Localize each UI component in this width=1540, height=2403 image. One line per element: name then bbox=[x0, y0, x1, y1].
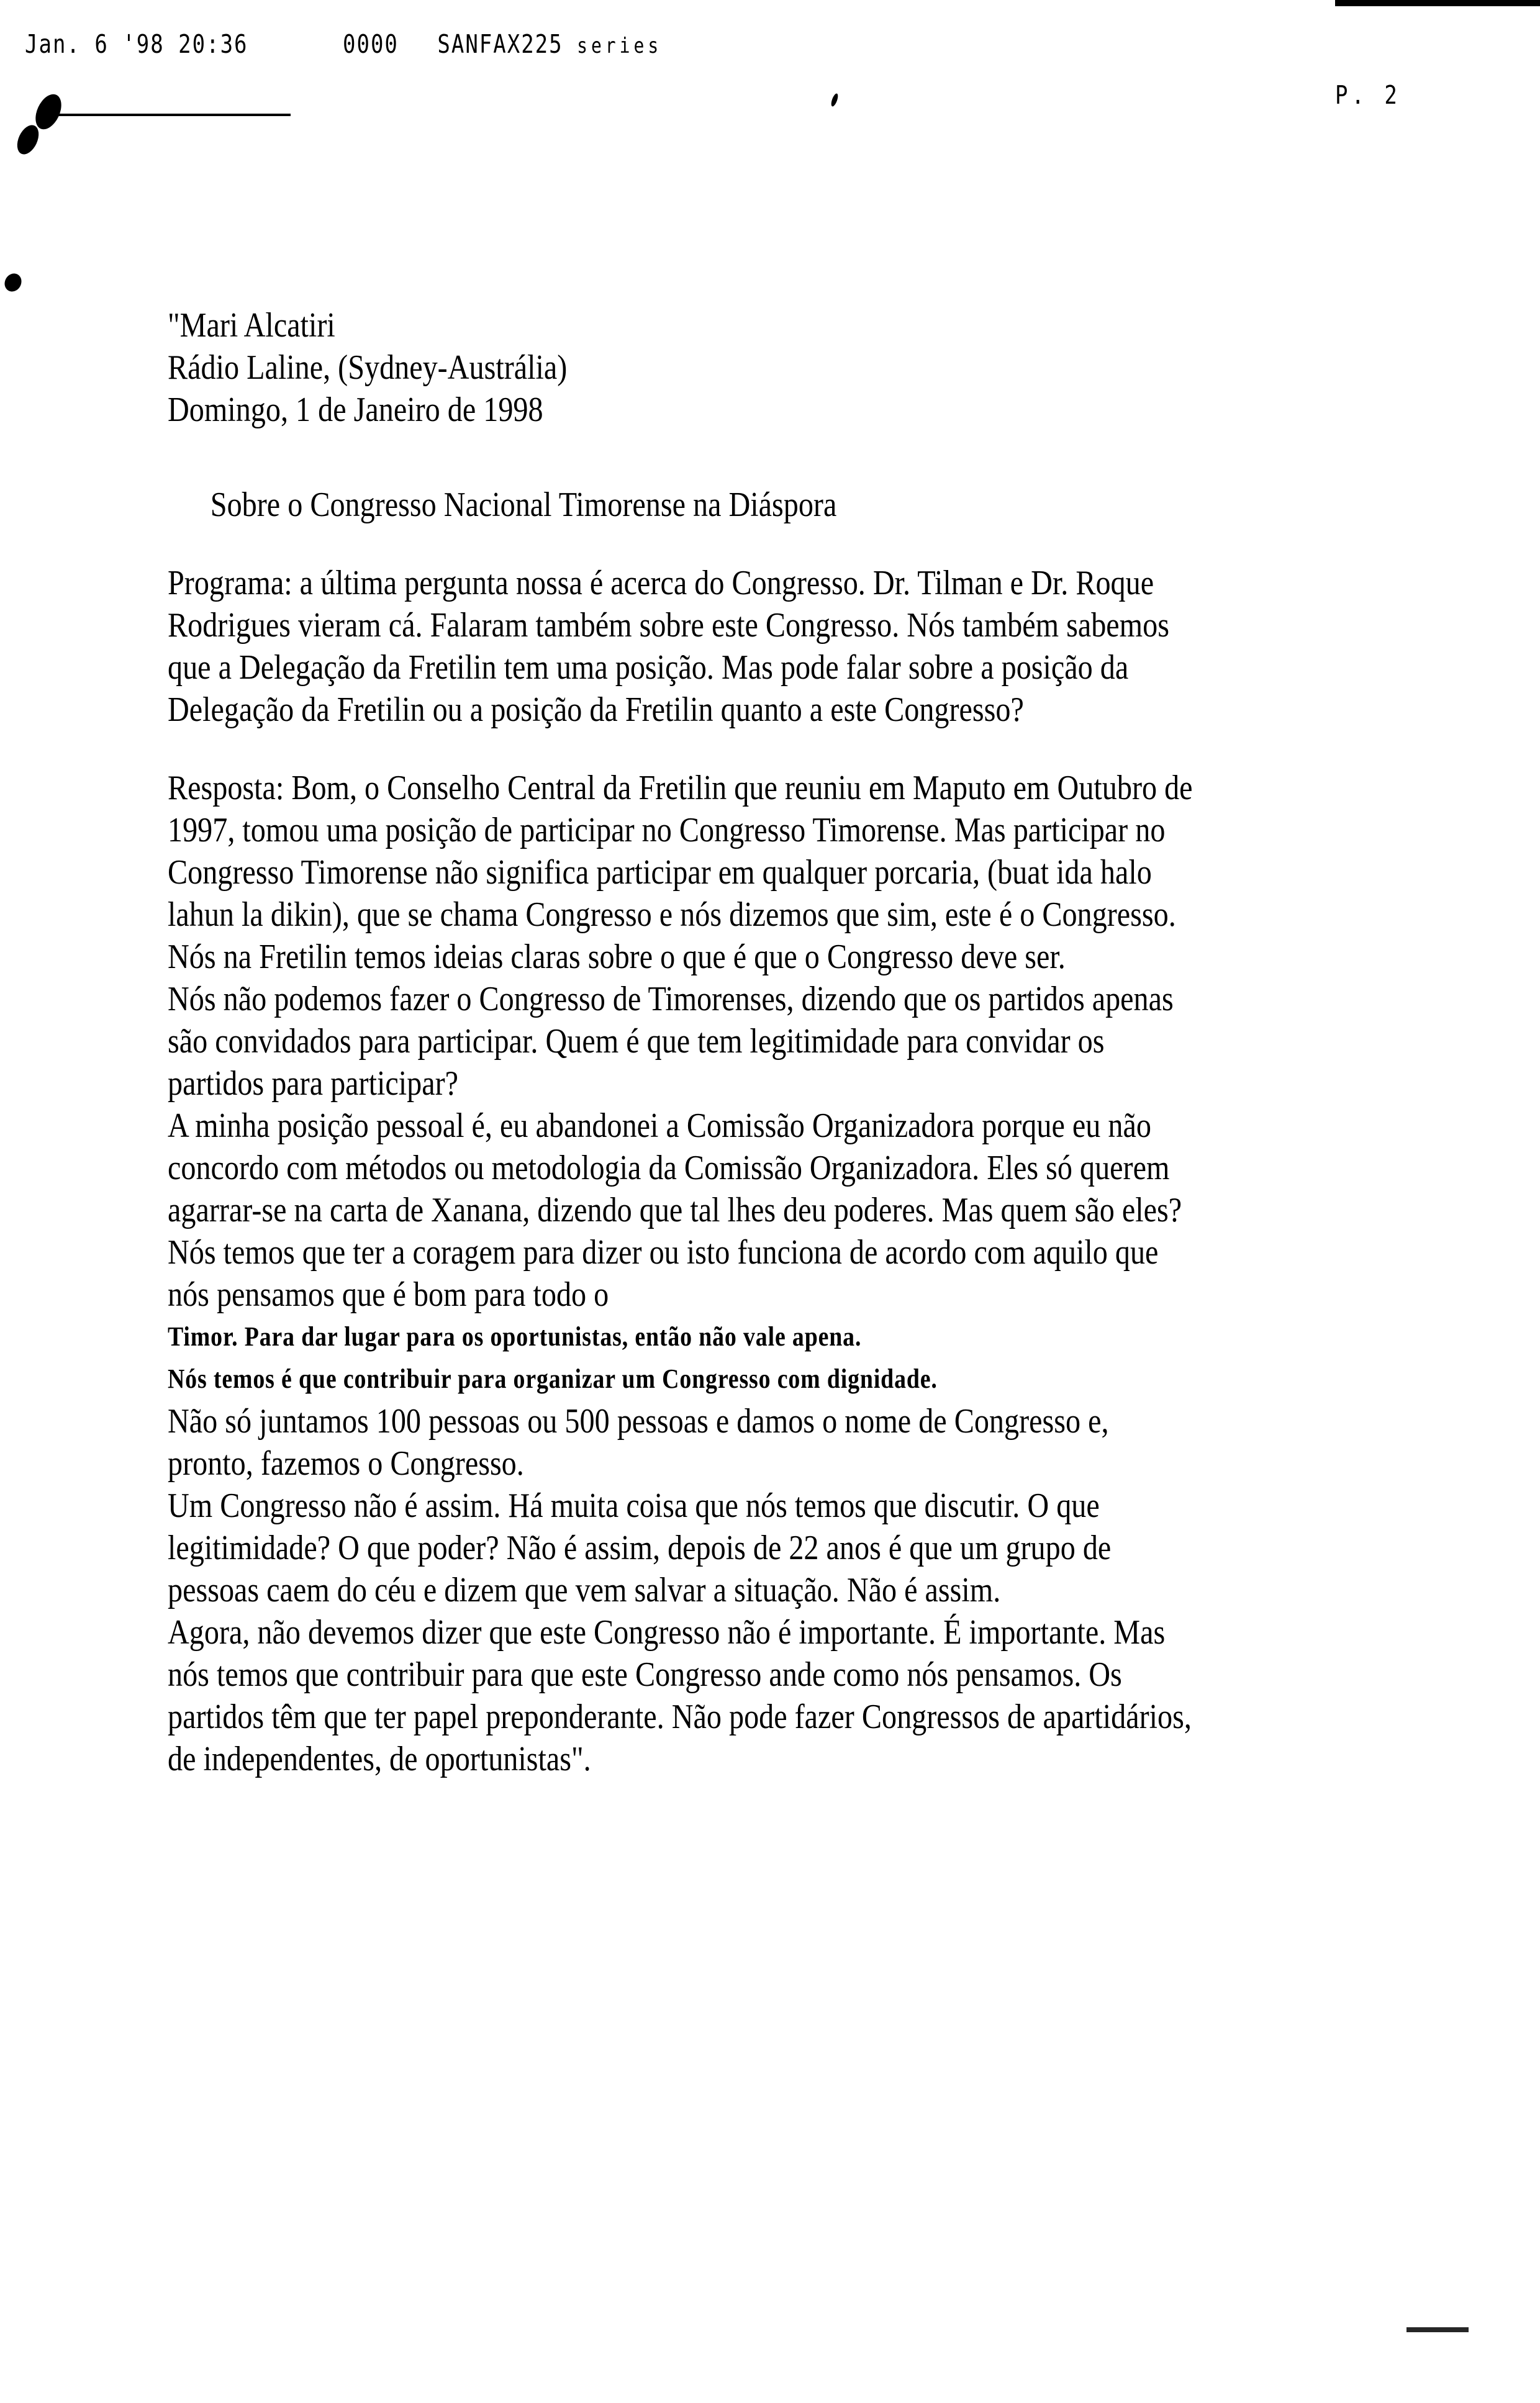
fax-footer-artifact bbox=[1406, 2327, 1469, 2332]
answer-paragraph: Nós temos é que contribuir para organizar um Congresso com dignidade. bbox=[168, 1364, 938, 1394]
fax-header bbox=[25, 30, 662, 60]
header-rule bbox=[36, 114, 291, 116]
answer-paragraph: Nós não podemos fazer o Congresso de Timorenses, dizendo que os partidos apenas são convidados para participar. Quem é que tem legitimidade para convidar os partidos para participar? bbox=[168, 980, 1174, 1103]
answer-paragraph: Nós na Fretilin temos ideias claras sobre o que é que o Congresso deve ser. bbox=[168, 938, 1066, 976]
question-paragraph: Programa: a última pergunta nossa é acerca do Congresso. Dr. Tilman e Dr. Roque Rodrigues vieram cá. Falaram também sobre este Congresso. Nós também sabemos que a Delegação da Fretilin tem uma posição. Mas pode falar sobre a posição da Delegação da Fretilin ou a posição da Fretilin quanto a este Congresso? bbox=[168, 564, 1169, 729]
fax-machine: SANFAX225 bbox=[437, 30, 563, 60]
answer-paragraph: Não só juntamos 100 pessoas ou 500 pessoas e damos o nome de Congresso e, pronto, fazemos o Congresso. bbox=[168, 1402, 1109, 1483]
answer-paragraph: Timor. Para dar lugar para os oportunistas, então não vale apena. bbox=[168, 1321, 862, 1352]
fax-page-number: P. 2 bbox=[1335, 81, 1401, 111]
fax-datetime: Jan. 6 '98 20:36 bbox=[25, 30, 248, 60]
answer-paragraph: A minha posição pessoal é, eu abandonei a Comissão Organizadora porque eu não concordo com métodos ou metodologia da Comissão Organizadora. Eles só querem agarrar-se na carta de Xanana, dizendo que tal lhes deu poderes. Mas quem são eles? Nós temos que ter a coragem para dizer ou isto funciona de acordo com aquilo que nós pensamos que é bom para todo o bbox=[168, 1106, 1182, 1314]
document-subtitle: Sobre o Congresso Nacional Timorense na Diáspora bbox=[210, 486, 837, 524]
fax-series: series bbox=[577, 34, 663, 58]
address-line: "Mari Alcatiri bbox=[168, 306, 335, 345]
answer-paragraph: Agora, não devemos dizer que este Congresso não é importante. É importante. Mas nós temos que contribuir para que este Congresso ande como nós pensamos. Os partidos têm que ter papel preponderante. Não pode fazer Congressos de apartidários, de independentes, de oportunistas". bbox=[168, 1613, 1192, 1778]
address-line: Domingo, 1 de Janeiro de 1998 bbox=[168, 391, 543, 429]
ink-blot bbox=[830, 93, 839, 107]
address-line: Rádio Laline, (Sydney-Austrália) bbox=[168, 348, 568, 387]
document-body bbox=[168, 304, 1193, 1780]
fax-id: 0000 bbox=[343, 30, 399, 60]
fax-edge-artifact bbox=[1335, 0, 1540, 6]
address-block bbox=[168, 304, 1193, 431]
answer-block bbox=[168, 767, 1193, 1780]
answer-paragraph: Resposta: Bom, o Conselho Central da Fretilin que reuniu em Maputo em Outubro de 1997, tomou uma posição de participar no Congresso Timorense. Mas participar no Congresso Timorense não significa participar em qualquer porcaria, (buat ida halo lahun la dikin), que se chama Congresso e nós dizemos que sim, este é o Congresso. bbox=[168, 769, 1193, 934]
ink-blot bbox=[1, 271, 25, 295]
answer-paragraph: Um Congresso não é assim. Há muita coisa que nós temos que discutir. O que legitimidade? O que poder? Não é assim, depois de 22 anos é que um grupo de pessoas caem do céu e dizem que vem salvar a situação. Não é assim. bbox=[168, 1487, 1112, 1609]
